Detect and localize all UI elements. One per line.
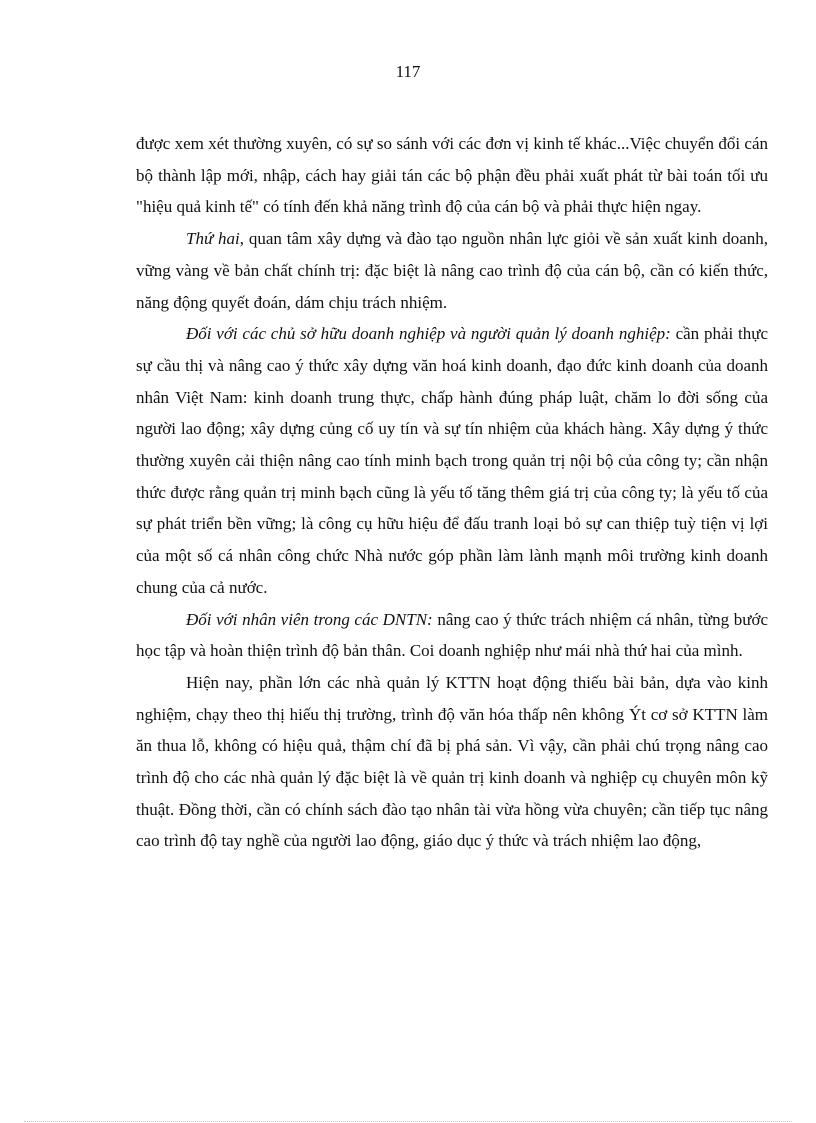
paragraph-3 [136, 318, 768, 603]
document-body [136, 128, 768, 857]
paragraph-5 [136, 667, 768, 857]
paragraph-5-text: Hiện nay, phần lớn các nhà quản lý KTTN hoạt động thiếu bài bản, dựa vào kinh nghiệm, chạy theo thị hiếu thị trường, trình độ văn hóa thấp nên không Ýt cơ sở KTTN làm ăn thua lỗ, không có hiệu quả, thậm chí đã bị phá sản. Vì vậy, cần phải chú trọng nâng cao trình độ cho các nhà quản lý đặc biệt là về quản trị kinh doanh và nghiệp cụ chuyên môn kỹ thuật. Đồng thời, cần có chính sách đào tạo nhân tài vừa hồng vừa chuyên; cần tiếp tục nâng cao trình độ tay nghề của người lao động, giáo dục ý thức và trách nhiệm lao động, [136, 672, 768, 851]
paragraph-4-text: nâng cao ý thức trách nhiệm cá nhân, từng bước học tập và hoàn thiện trình độ bản thân. Coi doanh nghiệp như mái nhà thứ hai của mình. [136, 609, 768, 661]
paragraph-2 [136, 223, 768, 318]
footer-divider [24, 1121, 792, 1122]
page-number: 117 [395, 62, 421, 81]
paragraph-1-text: được xem xét thường xuyên, có sự so sánh với các đơn vị kinh tế khác...Việc chuyển đổi cán bộ thành lập mới, nhập, cách hay giải tán các bộ phận đều phải xuất phát từ bài toán tối ưu "hiệu quả kinh tế" có tính đến khả năng trình độ của cán bộ và phải thực hiện ngay. [136, 134, 768, 217]
paragraph-2-lead: Thứ hai [186, 229, 240, 249]
paragraph-4 [136, 604, 768, 667]
paragraph-4-lead: Đối với nhân viên trong các DNTN: [186, 609, 433, 629]
paragraph-3-lead: Đối với các chủ sở hữu doanh nghiệp và người quản lý doanh nghiệp: [186, 324, 671, 344]
paragraph-2-text: , quan tâm xây dựng và đào tạo nguồn nhân lực giỏi về sản xuất kinh doanh, vững vàng về bản chất chính trị: đặc biệt là nâng cao trình độ của cán bộ, cần có kiến thức, năng động quyết đoán, dám chịu trách nhiệm. [136, 229, 769, 312]
paragraph-3-text: cần phải thực sự cầu thị và nâng cao ý thức xây dựng văn hoá kinh doanh, đạo đức kinh doanh của doanh nhân Việt Nam: kinh doanh trung thực, chấp hành đúng pháp luật, chăm lo đời sống của người lao động; xây dựng củng cố uy tín và sự tín nhiệm của khách hàng. Xây dựng ý thức thường xuyên cải thiện nâng cao tính minh bạch trong quản trị nội bộ của công ty; cần nhận thức được rằng quản trị minh bạch cũng là yếu tố tăng thêm giá trị của công ty; là yếu tố của sự phát triển bền vững; là công cụ hữu hiệu để đấu tranh loại bỏ sự can thiệp tuỳ tiện vị lợi của một số cá nhân công chức Nhà nước góp phần làm lành mạnh môi trường kinh doanh chung của cả nước. [136, 324, 768, 597]
paragraph-1 [136, 128, 768, 223]
